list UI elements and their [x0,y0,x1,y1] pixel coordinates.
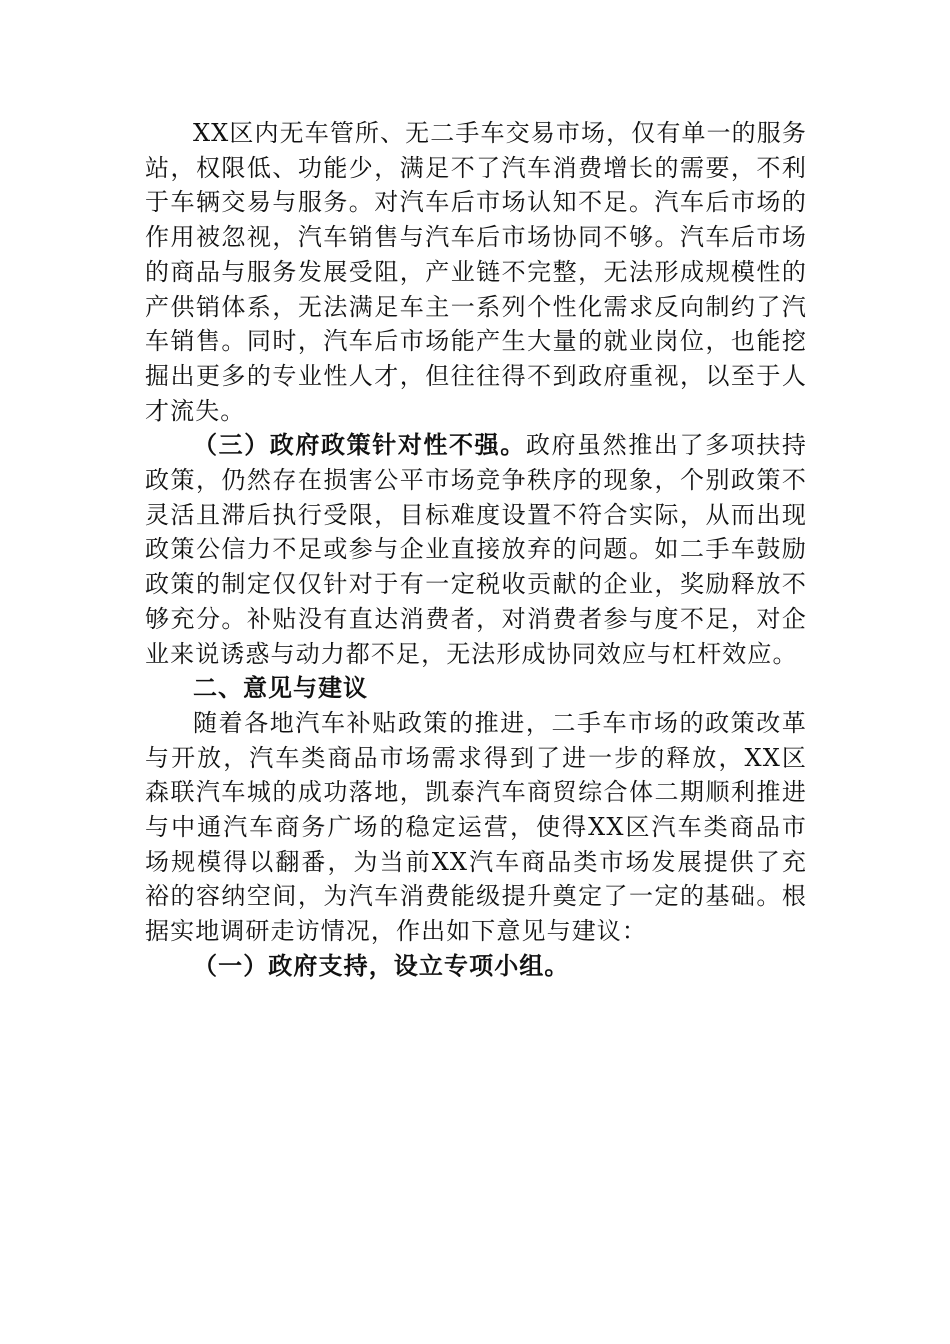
paragraph-policy-issues [145,428,807,671]
paragraph-suggestions-intro: 随着各地汽车补贴政策的推进，二手车市场的政策改革与开放，汽车类商品市场需求得到了进一步的释放，XX区森联汽车城的成功落地，凯泰汽车商贸综合体二期顺利推进与中通汽车商务广场的稳定运营，使得XX区汽车类商品市场规模得以翻番，为当前XX汽车商品类市场发展提供了充裕的容纳空间，为汽车消费能级提升奠定了一定的基础。根据实地调研走访情况，作出如下意见与建议： [145,708,807,946]
subheading-policy: （三）政府政策针对性不强。 [193,431,526,460]
section-heading-suggestions: 二、意见与建议 [193,674,368,703]
paragraph-market-issues: XX区内无车管所、无二手车交易市场，仅有单一的服务站，权限低、功能少，满足不了汽车消费增长的需要，不利于车辆交易与服务。对汽车后市场认知不足。汽车后市场的作用被忽视，汽车销售与汽车后市场协同不够。汽车后市场的商品与服务发展受阻，产业链不完整，无法形成规模性的产供销体系，无法满足车主一系列个性化需求反向制约了汽车销售。同时，汽车后市场能产生大量的就业岗位，也能挖掘出更多的专业性人才，但往往得不到政府重视，以至于人才流失。 [145,119,807,425]
subheading-government-support: （一）政府支持，设立专项小组。 [193,951,570,980]
document-body [145,116,807,984]
paragraph-policy-body: 政府虽然推出了多项扶持政策，仍然存在损害公平市场竞争秩序的现象，个别政策不灵活且滞后执行受限，目标难度设置不符合实际，从而出现政策公信力不足或参与企业直接放弃的问题。如二手车鼓励政策的制定仅仅针对于有一定税收贡献的企业，奖励释放不够充分。补贴没有直达消费者，对消费者参与度不足，对企业来说诱惑与动力都不足，无法形成协同效应与杠杆效应。 [145,431,807,668]
